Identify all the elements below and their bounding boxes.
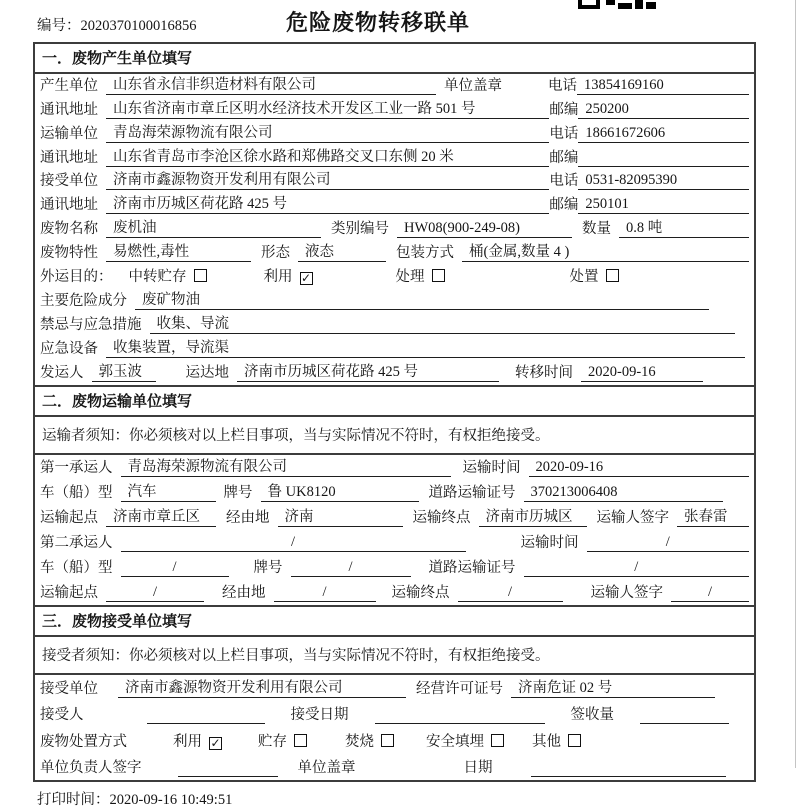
transport-time2-label: 运输时间 xyxy=(520,534,579,551)
disposal-option-landfill-label: 安全填埋 xyxy=(426,733,484,750)
route2-origin-value: / xyxy=(106,583,204,602)
receiver-row xyxy=(35,170,754,194)
route1-via-label: 经由地 xyxy=(226,509,270,526)
producer-row xyxy=(35,74,754,98)
purpose-option-treat xyxy=(396,265,445,286)
transporter-address-row xyxy=(35,146,754,170)
waste-traits-row xyxy=(35,241,754,265)
receiver-address-value: 济南市历城区荷花路 425 号 xyxy=(106,195,549,214)
section-receive xyxy=(35,605,754,781)
waste-traits-label: 废物特性 xyxy=(40,245,98,262)
route2-via-label: 经由地 xyxy=(222,584,266,601)
route1-sign-value: 张春雷 xyxy=(677,508,749,527)
purpose-option-dispose-label: 处置 xyxy=(569,269,599,286)
first-carrier-value: 青岛海荣源物流有限公司 xyxy=(121,458,451,477)
packaging-label: 包装方式 xyxy=(396,245,454,262)
waste-qty-value: 0.8 吨 xyxy=(619,219,749,238)
disposal-store-checkbox xyxy=(294,734,307,747)
dispose-checkbox xyxy=(606,269,619,282)
transfer-purpose-label: 外运目的： xyxy=(40,269,113,286)
transporter-tel-label: 电话 xyxy=(549,125,579,142)
transporter-zip-value xyxy=(578,149,749,167)
section-generator xyxy=(35,44,754,385)
disposal-burn-checkbox xyxy=(381,734,394,747)
receiver-label: 接受单位 xyxy=(40,173,98,190)
disposal-option-burn-label: 焚烧 xyxy=(345,733,374,750)
purpose-option-dispose xyxy=(570,265,619,286)
section-transport-title: 二．废物运输单位填写 xyxy=(35,387,754,417)
waste-qty-label: 数量 xyxy=(582,221,611,238)
route1-end-value: 济南市历城区 xyxy=(479,508,587,527)
permit-label: 经营许可证号 xyxy=(416,680,503,697)
purpose-option-use-label: 利用 xyxy=(263,269,293,286)
accept-date-value xyxy=(375,706,545,724)
receiver-tel-value: 0531-82095390 xyxy=(578,171,749,190)
hazard-component-label: 主要危险成分 xyxy=(40,292,127,309)
vehicle-type2-label: 车（船）型 xyxy=(40,559,113,576)
receiver-zip-value: 250101 xyxy=(578,195,749,214)
vehicle-type2-row xyxy=(35,555,754,580)
transporter-address-value: 山东省青岛市李沧区徐水路和郑佛路交叉口东侧 20 米 xyxy=(106,148,549,167)
disposal-option-store xyxy=(258,730,307,751)
producer-zip-value: 250200 xyxy=(578,100,749,119)
plate-label: 牌号 xyxy=(223,484,253,501)
second-carrier-value: / xyxy=(121,533,466,552)
manifest-number-label: 编号： xyxy=(37,18,81,34)
route2-sign-label: 运输人签字 xyxy=(590,584,663,601)
route1-end-label: 运输终点 xyxy=(412,509,471,526)
first-carrier-row xyxy=(35,455,754,480)
route2-end-label: 运输终点 xyxy=(391,584,450,601)
transport-time-value: 2020-09-16 xyxy=(529,458,750,477)
vehicle-type-row xyxy=(35,480,754,505)
hazard-component-value: 废矿物油 xyxy=(135,291,709,310)
road-license2-value: / xyxy=(524,558,750,577)
route1-sign-label: 运输人签字 xyxy=(596,509,669,526)
document-title: 危险废物转移联单 xyxy=(285,10,470,35)
acceptor-row xyxy=(35,701,754,727)
receiver-address-row xyxy=(35,193,754,217)
route2-end-value: / xyxy=(458,583,563,602)
accept-unit-value: 济南市鑫源物资开发利用有限公司 xyxy=(118,679,406,698)
treat-checkbox xyxy=(432,269,445,282)
purpose-option-use xyxy=(264,265,313,286)
route1-via-value: 济南 xyxy=(278,508,403,527)
vehicle-type2-value: / xyxy=(121,558,229,577)
waste-name-row xyxy=(35,217,754,241)
waste-category-label: 类别编号 xyxy=(331,221,389,238)
plate2-label: 牌号 xyxy=(253,559,283,576)
road-license-label: 道路运输证号 xyxy=(428,484,516,501)
disposal-landfill-checkbox xyxy=(491,734,504,747)
responsible-sign-value xyxy=(178,759,278,777)
route1-row xyxy=(35,505,754,530)
receiver-address-label: 通讯地址 xyxy=(40,197,98,214)
disposal-option-other-label: 其他 xyxy=(532,733,561,750)
print-timestamp-label: 打印时间： xyxy=(37,792,110,809)
waste-form-value: 液态 xyxy=(298,243,386,262)
hazard-component-row xyxy=(35,289,754,313)
second-carrier-row xyxy=(35,530,754,555)
transfer-time-label: 转移时间 xyxy=(515,364,573,381)
first-carrier-label: 第一承运人 xyxy=(40,459,113,476)
transfer-time-value: 2020-09-16 xyxy=(581,363,703,382)
transfer-purpose-row xyxy=(35,265,754,289)
qr-module-icon xyxy=(635,0,643,9)
accept-date-label: 接受日期 xyxy=(290,707,349,724)
precaution-row xyxy=(35,313,754,337)
disposal-option-use-label: 利用 xyxy=(173,733,202,750)
disposal-option-use xyxy=(173,730,222,751)
plate2-value: / xyxy=(291,558,411,577)
qr-module-icon xyxy=(606,0,615,5)
qr-module-icon xyxy=(618,3,632,9)
unit-seal-label: 单位盖章 xyxy=(444,77,502,94)
producer-zip-label: 邮编 xyxy=(549,101,579,118)
acceptor-label: 接受人 xyxy=(40,707,84,724)
road-license-value: 370213006408 xyxy=(524,483,724,502)
signed-qty-label: 签收量 xyxy=(570,707,614,724)
document-header xyxy=(0,0,796,42)
qr-code-fragment xyxy=(578,0,656,9)
receiver-tel-label: 电话 xyxy=(549,173,579,190)
responsible-sign-label: 单位负责人签字 xyxy=(40,760,142,777)
precaution-label: 禁忌与应急措施 xyxy=(40,316,142,333)
disposal-use-checkbox: ✓ xyxy=(210,735,221,750)
producer-tel-value: 13854169160 xyxy=(577,76,749,95)
purpose-option-storage xyxy=(129,265,207,286)
shipper-value: 郭玉波 xyxy=(92,363,156,382)
transport-time2-value: / xyxy=(587,533,750,552)
producer-address-value: 山东省济南市章丘区明水经济技术开发区工业一路 501 号 xyxy=(106,100,549,119)
manifest-number-value: 2020370100016856 xyxy=(80,18,197,34)
disposal-option-other xyxy=(532,730,581,751)
disposal-option-burn xyxy=(345,730,394,751)
section-receive-title: 三．废物接受单位填写 xyxy=(35,607,754,637)
vehicle-type-label: 车（船）型 xyxy=(40,484,113,501)
qr-module-icon xyxy=(646,2,656,9)
transporter-tel-value: 18661672606 xyxy=(578,124,749,143)
vehicle-type-value: 汽车 xyxy=(121,483,216,502)
disposal-option-landfill xyxy=(426,730,504,751)
receiver-notice: 接受者须知：你必须核对以上栏目事项，当与实际情况不符时，有权拒绝接受。 xyxy=(35,637,754,675)
transporter-zip-label: 邮编 xyxy=(549,149,579,166)
receiver-zip-label: 邮编 xyxy=(549,197,579,214)
accept-unit-label: 接受单位 xyxy=(40,680,98,697)
unit-seal2-label: 单位盖章 xyxy=(297,760,356,777)
precaution-value: 收集、导流 xyxy=(150,315,736,334)
disposal-option-store-label: 贮存 xyxy=(258,733,287,750)
transporter-value: 青岛海荣源物流有限公司 xyxy=(106,124,549,143)
print-timestamp xyxy=(37,788,796,809)
packaging-value: 桶(金属,数量 4 ) xyxy=(462,243,749,262)
transporter-row xyxy=(35,122,754,146)
permit-value: 济南危证 02 号 xyxy=(511,679,715,698)
receiver-value: 济南市鑫源物资开发利用有限公司 xyxy=(106,171,549,190)
signed-qty-value xyxy=(640,706,729,724)
route2-sign-value: / xyxy=(671,583,749,602)
emergency-equipment-row xyxy=(35,337,754,361)
road-license2-label: 道路运输证号 xyxy=(428,559,516,576)
accept-unit-row xyxy=(35,675,754,701)
waste-traits-value: 易燃性,毒性 xyxy=(106,243,251,262)
qr-finder-icon xyxy=(578,0,600,9)
acceptor-value xyxy=(147,706,265,724)
waste-name-value: 废机油 xyxy=(106,219,321,238)
purpose-option-treat-label: 处理 xyxy=(395,269,425,286)
use-checkbox: ✓ xyxy=(300,271,312,286)
purpose-option-storage-label: 中转贮存 xyxy=(128,269,187,286)
emergency-equipment-label: 应急设备 xyxy=(40,340,98,357)
waste-form-label: 形态 xyxy=(261,245,290,262)
transporter-label: 运输单位 xyxy=(40,125,98,142)
disposal-method-label: 废物处置方式 xyxy=(40,733,127,750)
producer-tel-label: 电话 xyxy=(548,77,577,94)
route1-origin-label: 运输起点 xyxy=(40,509,98,526)
disposal-other-checkbox xyxy=(568,734,581,747)
emergency-equipment-value: 收集装置，导流渠 xyxy=(106,339,745,358)
transporter-notice: 运输者须知：你必须核对以上栏目事项，当与实际情况不符时，有权拒绝接受。 xyxy=(35,417,754,455)
plate-value: 鲁 UK8120 xyxy=(261,483,419,502)
producer-address-label: 通讯地址 xyxy=(40,101,98,118)
waste-name-label: 废物名称 xyxy=(40,221,98,238)
route2-origin-label: 运输起点 xyxy=(40,584,98,601)
destination-value: 济南市历城区荷花路 425 号 xyxy=(237,363,499,382)
sign-date-label: 日期 xyxy=(463,760,493,777)
shipper-label: 发运人 xyxy=(40,364,84,381)
producer-address-row xyxy=(35,98,754,122)
route1-origin-value: 济南市章丘区 xyxy=(106,508,216,527)
route2-via-value: / xyxy=(274,583,376,602)
print-timestamp-value: 2020-09-16 10:49:51 xyxy=(109,792,233,809)
section-transport xyxy=(35,385,754,605)
disposal-method-row xyxy=(35,727,754,753)
sign-date-value xyxy=(531,759,726,777)
route2-row xyxy=(35,580,754,605)
responsible-sign-row xyxy=(35,754,754,780)
shipper-row xyxy=(35,361,754,385)
section-generator-title: 一．废物产生单位填写 xyxy=(35,44,754,74)
waste-category-value: HW08(900-249-08) xyxy=(397,219,572,238)
manifest-form xyxy=(33,42,756,782)
producer-value: 山东省永信非织造材料有限公司 xyxy=(106,76,436,95)
second-carrier-label: 第二承运人 xyxy=(40,534,113,551)
transporter-address-label: 通讯地址 xyxy=(40,149,98,166)
destination-label: 运达地 xyxy=(185,364,229,381)
storage-checkbox xyxy=(194,269,207,282)
transport-time-label: 运输时间 xyxy=(462,459,521,476)
producer-label: 产生单位 xyxy=(40,77,98,94)
